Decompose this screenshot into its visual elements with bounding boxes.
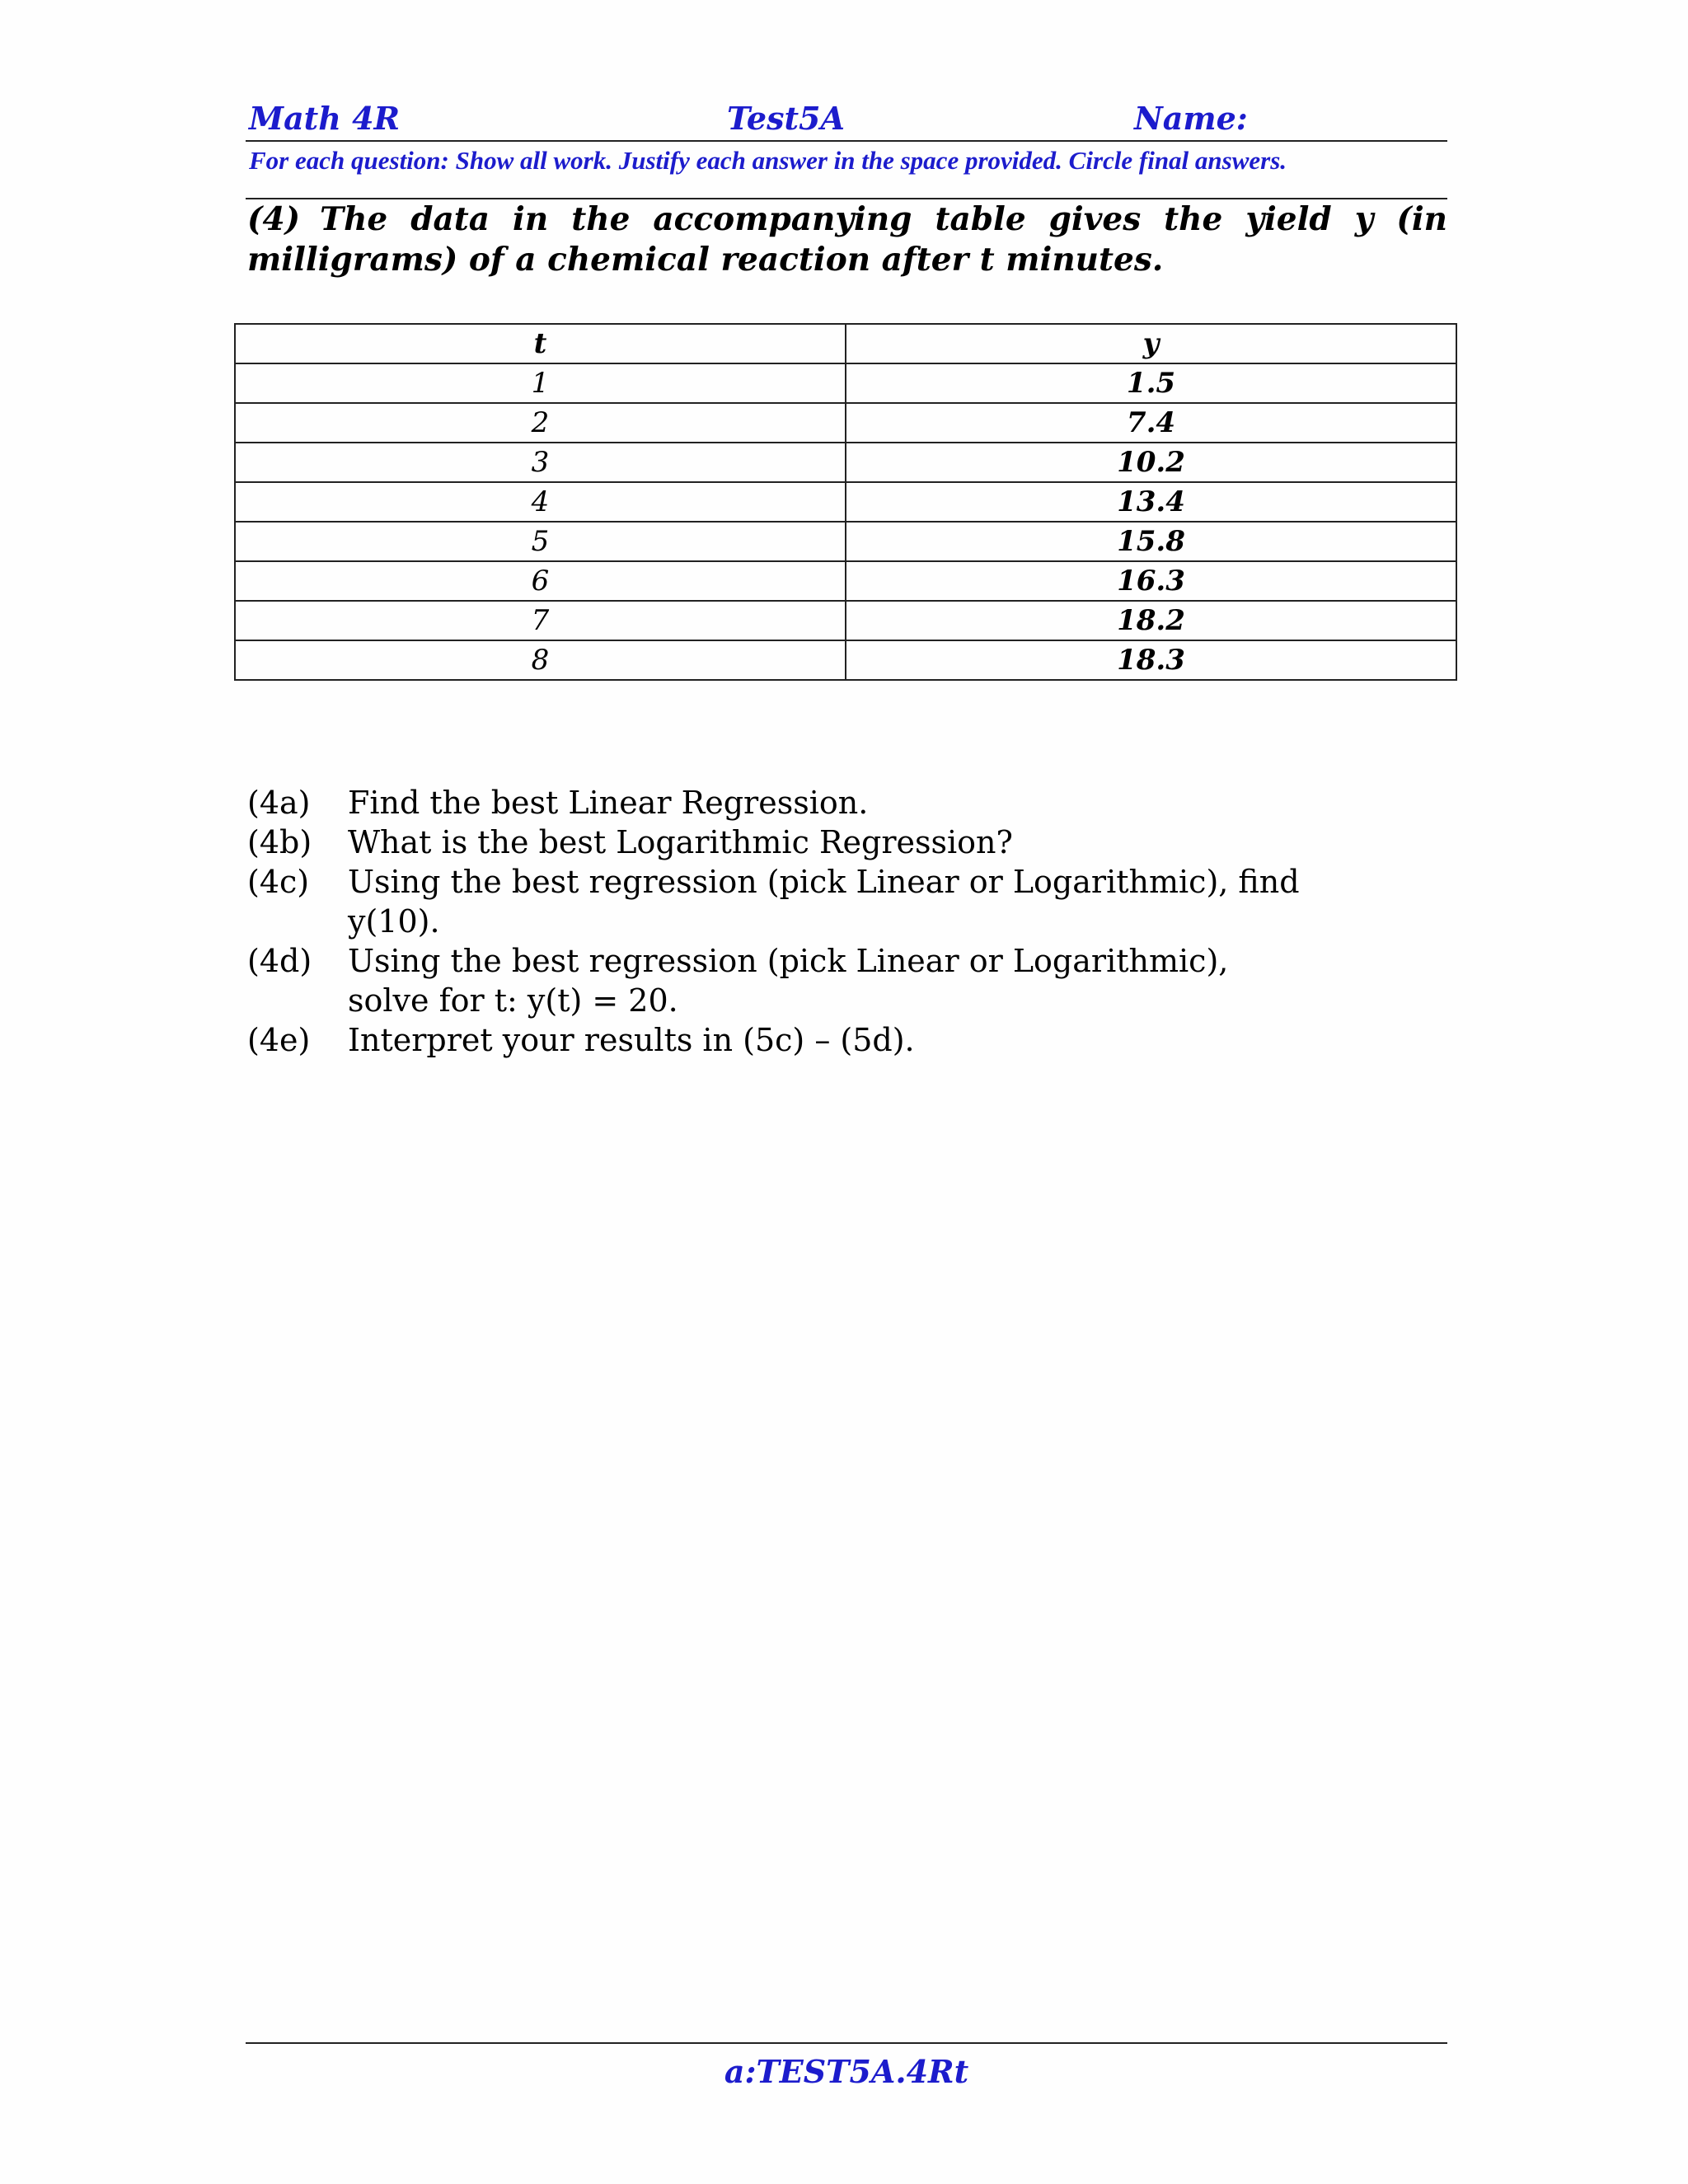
cell-t: 3 xyxy=(235,443,846,482)
question-text: The data in the accompanying table gives the yield y (in milligrams) of a chemical reaction after t minutes. xyxy=(247,200,1447,279)
part-label: (4e) xyxy=(247,1022,311,1058)
table-row xyxy=(235,363,1456,403)
part-label: (4c) xyxy=(247,864,310,900)
cell-y: 13.4 xyxy=(846,482,1456,522)
footer-file-label: a:TEST5A.4Rt xyxy=(724,2053,969,2090)
cell-y: 18.2 xyxy=(846,601,1456,640)
table-row xyxy=(235,482,1456,522)
cell-t: 7 xyxy=(235,601,846,640)
cell-y: 15.8 xyxy=(846,522,1456,561)
data-table xyxy=(234,323,1457,681)
part-text: Interpret your results in (5c) – (5d). xyxy=(348,1022,915,1058)
part-4a xyxy=(247,783,1319,823)
question-parts xyxy=(247,783,1319,1060)
cell-y: 18.3 xyxy=(846,640,1456,680)
cell-t: 5 xyxy=(235,522,846,561)
part-4e xyxy=(247,1020,1319,1060)
part-text: Using the best regression (pick Linear or Logarithmic), solve for t: y(t) = 20. xyxy=(348,943,1229,1019)
name-label: Name: xyxy=(1134,100,1248,137)
table-row xyxy=(235,601,1456,640)
footer-divider xyxy=(246,2042,1447,2044)
column-header-t: t xyxy=(235,324,846,363)
part-label: (4a) xyxy=(247,785,311,821)
course-title: Math 4R xyxy=(249,100,401,137)
cell-t: 8 xyxy=(235,640,846,680)
page-header xyxy=(246,97,1447,142)
question-prompt xyxy=(247,199,1447,280)
test-title: Test5A xyxy=(727,100,845,137)
cell-t: 6 xyxy=(235,561,846,601)
part-label: (4b) xyxy=(247,824,312,860)
cell-y: 16.3 xyxy=(846,561,1456,601)
instructions: For each question: Show all work. Justify each answer in the space provided. Circle final answers. xyxy=(249,146,1287,175)
cell-y: 1.5 xyxy=(846,363,1456,403)
question-number: (4) xyxy=(247,200,301,238)
table-row xyxy=(235,561,1456,601)
cell-y: 10.2 xyxy=(846,443,1456,482)
part-4d xyxy=(247,941,1319,1020)
cell-t: 4 xyxy=(235,482,846,522)
part-text: What is the best Logarithmic Regression? xyxy=(348,824,1013,860)
part-4c xyxy=(247,862,1319,941)
part-label: (4d) xyxy=(247,943,312,979)
cell-y: 7.4 xyxy=(846,403,1456,443)
table-row xyxy=(235,522,1456,561)
column-header-y: y xyxy=(846,324,1456,363)
cell-t: 2 xyxy=(235,403,846,443)
part-4b xyxy=(247,823,1319,862)
part-text: Find the best Linear Regression. xyxy=(348,785,869,821)
table-row xyxy=(235,403,1456,443)
cell-t: 1 xyxy=(235,363,846,403)
part-text: Using the best regression (pick Linear or Logarithmic), find y(10). xyxy=(348,864,1300,940)
table-row xyxy=(235,443,1456,482)
table-row xyxy=(235,640,1456,680)
table-header-row xyxy=(235,324,1456,363)
